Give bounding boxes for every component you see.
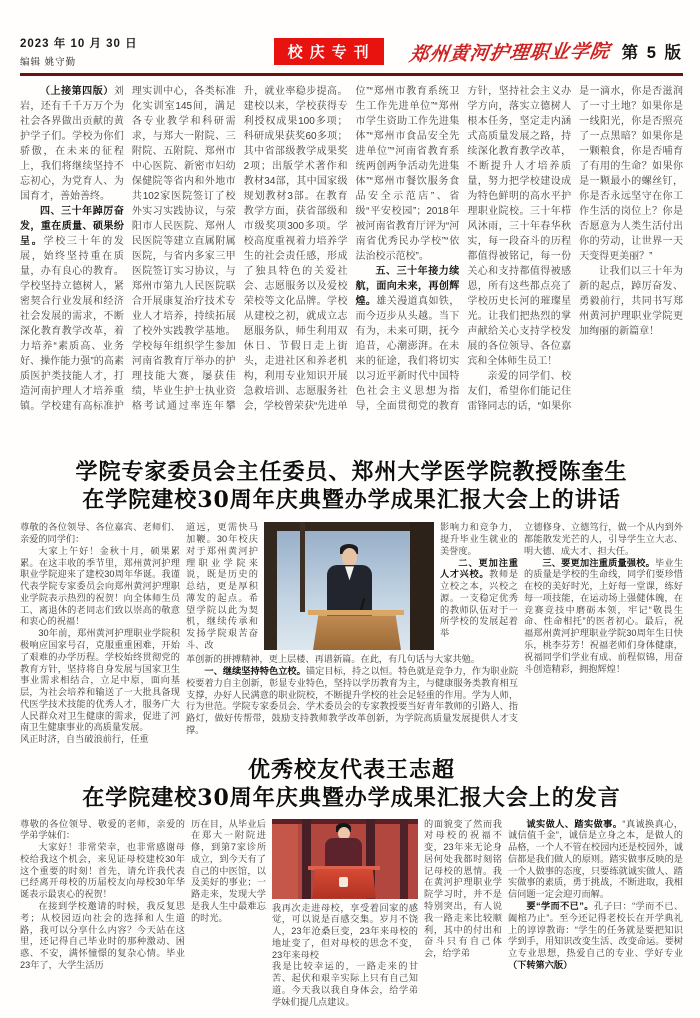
point-lead: 三、要更加注重质量强校。 xyxy=(542,557,656,568)
photo-pillar-right xyxy=(410,522,434,650)
paragraph-text: 大家上午好！金秋十月，硕果累累。在这丰收的季节里，郑州黄河护理职业学院迎来了建校30周年华诞。我谨代表学院专家委员会向郑州黄河护理职业学院表示热烈的祝贺！向全体师生员工、离退休的老同志们致以崇高的敬意和衷心的祝福！ xyxy=(20,545,180,627)
paragraph-text: 30年前，郑州黄河护理职业学院积极响应国家号召，克服重重困难，开始了艰难的办学历程。学校始终贯彻党的教育方针，坚持将自身发展与国家卫生事业需求相结合，立足中原，面向基层，为社会培养和输送了一大批具备现代医学技术技能的优秀人才，服务广大人民群众对卫生健康的需求，促进了河南卫生健康事业的高质量发展。 xyxy=(20,628,180,733)
point-lead: 要“学而不已”。 xyxy=(526,900,594,911)
paragraph-text: 我是比较幸运的，一路走来的甘苦、起伏和艰辛实际上只有自己知道。今天我以我自身体会，给学弟学妹们提几点建议。 xyxy=(272,961,418,1007)
paragraph-text: 历在目，从毕业后在郑大一附院进修，到第7家诊所成立，到今天有了自己的中医馆，以及美好的事业；一路走来，发现大学是我人生中最难忘的时光。 xyxy=(191,818,266,923)
paragraph-text: 的面貌变了然而我对母校的祝福不变，23年来无论身居何处我都时刻铭记母校的恩情。我在黄河护理职业学院学习时，并不是特别突出，有人说我一路走来比较顺利，其中的付出和奋斗只有自己体会，给学弟 xyxy=(424,818,502,959)
wooden-podium xyxy=(313,615,401,650)
paragraph-text: 学校三十年的发展，始终坚持重在质量，办有良心的教育。学校坚持立德树人，紧密契合行业发展和经济社会发展的需求，不断深化教育教学改革，着力培养“素质高、业务好、操作能力强”的高素质医护类技能人才，打造河南护理人才培养重镇。学校建有高标准护理实训中心，各类标准化实训室145间，满足各专业教学和科研需求，与郑大一附院、三附院、五附院、郑州市中心医院、新密市妇幼保健院等省内和外地市共102家医院签订了校外实习实践协议，与荥阳市人民医院、郑州人民医院等建立直属附属医院，与省内多家三甲医院签订实习协议，与郑州市第九人民医院联合开展康复治疗技术专业人才培养，持续拓展了校外实践教学基地。学校每年组织学生参加河南省教育厅举办的护理技能大赛，屡获佳绩，毕业生护士执业资格考试通过率连年攀升，就业率稳步提高。建校以来，学校获得专利授权成果100多项；科研成果获奖60多项；其中省部级教学成果奖2项；出版学术著作和教材34部，其中国家级规划教材3部。在教育教学方面，获省部级和市级奖项300多项。学校高度重视着力培养学生的社会责任感，形成了独具特色的关爱社会、志愿服务以及爱校荣校等文化品牌。学校从建校之初，就成立志愿服务队，师生利用双休日、节假日走上街头，走进社区和养老机构，利用专业知识开展急救培训、志愿服务社会，学校曾荣获“先进单位”“郑州市教育系统卫生工作先进单位”“郑州市学生资助工作先进集体”“郑州市食品安全先进单位”“河南省教育系统两创两争活动先进集体”“郑州市餐饮服务食品安全示范店”、省级“平安校园”；2018年被河南省教育厅评为“河南省优秀民办学校”“依法治校示范校”。 xyxy=(20,86,460,412)
speech-photo-1 xyxy=(264,522,434,650)
paragraph-text: 锚定目标，持之以恒。特色就是竞争力，作为职业院校要着力自主创新，彰显专业特色，坚持以学历教育为主，与健康服务类教育相互支撑，办好人民满意的职业院校，不断提升学校的社会 xyxy=(186,666,518,700)
paragraph-text xyxy=(524,558,683,676)
header-bar xyxy=(20,34,683,68)
article1-headline-line1: 学院专家委员会主任委员、郑州大学医学院教授陈奎生 xyxy=(75,459,628,485)
article-column-below-photo xyxy=(186,654,518,748)
photo-pillar-left xyxy=(264,522,277,650)
photo-window-mullion xyxy=(300,522,305,612)
paragraph-text: 立德修身、立德笃行，做一个从内到外都能散发光芒的人，引导学生立大志、明大德、成大才、担大任。 xyxy=(524,522,683,556)
article1-body xyxy=(20,522,683,748)
point-lead: 一、继续坚持特色立校。 xyxy=(204,666,306,677)
section-lead: 四、三十年踔厉奋发，重在质量、硕果纷呈。 xyxy=(20,206,124,247)
special-issue-banner: 校庆专刊 xyxy=(274,38,384,65)
paragraph-text: 大家好！非常荣幸，也非常感谢母校给我这个机会，来见证母校建校30年这个重要的时刻！首先，请允许我代表已经离开母校的历届校友向母校30年华诞表示最衷心的祝贺！ xyxy=(20,842,185,900)
section-lead: 五、三十年接力续航，面向未来，再创辉煌。 xyxy=(355,266,460,307)
photo-window-frame xyxy=(400,819,408,899)
continuation-paragraph xyxy=(579,264,683,339)
paragraph-text: 在接到学校邀请的时候，我反复思考；从校园迈向社会的选择和人生道路，我可以分享什么内容？今天站在这里，还记得自己毕业时的那种激动、困惑、不安，满怀憧憬的复杂心情。毕业23年了，大学生活历 xyxy=(20,900,185,970)
paragraph-text xyxy=(508,901,683,972)
point-lead: 二、更加注重人才兴校。 xyxy=(440,557,518,580)
salutation: 尊敬的各位领导、各位嘉宾、老师们、亲爱的同学们： xyxy=(20,522,180,545)
header-divider-rule xyxy=(20,73,683,76)
article-column xyxy=(186,522,258,650)
paragraph-text: 影响力和竞争力，提升毕业生就业的美誉度。 xyxy=(440,522,518,556)
continued-to-note: （下转第六版） xyxy=(508,959,573,970)
article2-headline xyxy=(20,756,683,812)
paragraph-text: 革创新的拼搏精神，更上层楼、再谱新篇。在此，有几句话与大家共勉。 xyxy=(186,654,480,665)
paragraph-text xyxy=(440,558,518,640)
paragraph-text: 足轻重的作用。学为人师，行为世范。学院专家委员会、学术委员会的专家教授要当好青年教师的引路人、指路灯，做好传帮带，鼓励支持教师教学改革创新，为学院高质量发展提供人才支撑。 xyxy=(186,689,518,735)
paragraph-text: 道远，更需快马加鞭。30年校庆对于郑州黄河护理职业学院来说，既是历史的总结，更是厚积薄发的起点。希望学院以此为契机，继续传承和发扬学院艰苦奋斗、改 xyxy=(186,522,258,650)
paragraph-text: 孔子曰：“学而不已、阖棺乃止”。至今还记得老校长在开学典礼上的谆谆教诲：“学生的任务就是要把知识学到手，用知识改变生活、改变命运。要树立专业思想，热爱自己的专业、学好专业 xyxy=(508,900,683,959)
article1-headline-line2: 在学院建校30周年庆典暨办学成果汇报大会上的讲话 xyxy=(82,487,621,514)
photo-window-frame xyxy=(302,819,311,899)
article-column xyxy=(20,522,180,748)
podium-top-edge xyxy=(308,610,404,615)
article-column xyxy=(440,522,518,650)
point-lead: 诚实做人、踏实做事。 xyxy=(526,818,623,829)
paragraph-text: 我再次走进母校，享受着回家的感觉，可以说是百感交集。岁月不饶人，23年沧桑巨变，23年来母校的地址变了，但对母校的思念不变，23年来母校 xyxy=(272,902,418,960)
article2-body xyxy=(20,819,683,1013)
speaker-face xyxy=(342,548,357,566)
article2-headline-line1: 优秀校友代表王志超 xyxy=(247,757,455,784)
article-column xyxy=(524,522,683,748)
article-column xyxy=(20,819,185,1013)
paragraph-text: 毕业生的质量是学校的生命线，同学们要珍惜在校的美好时光，上好每一堂课，练好每一项技能，在运动场上强健体魄，在竞赛竞技中磨砺本领，牢记“敬畏生命、性命相托”的医者初心。最后，祝福郑州黄河护理职业学院30周年生日快乐，桃李芬芳！祝福老师们身体健康，祝福同学们学业有成、前程似锦，用奋斗创造精彩，拥抱辉煌！ xyxy=(524,557,683,674)
editor-credit: 编辑 姚守勤 xyxy=(20,56,77,68)
continued-from-note: （上接第四版） xyxy=(40,86,114,97)
continuation-paragraph xyxy=(20,84,124,204)
paragraph-text xyxy=(186,666,518,737)
podium-emblem xyxy=(339,877,348,887)
masthead-calligraphy: 郑州黄河护理职业学院 xyxy=(407,39,612,66)
paragraph-text xyxy=(508,819,683,901)
article-column xyxy=(508,819,683,1013)
photo-window-beam xyxy=(264,522,434,531)
header-left xyxy=(20,35,176,68)
page-number: 第 5 版 xyxy=(621,44,683,62)
paragraph-text: 雄关漫道真如铁，而今迈步从头越。当下有为，未来可期，抚今追昔，心潮澎湃。在未来的征途，我们将切实以习近平新时代中国特色社会主义思想为指导，全面贯彻党的教育方针，坚持社会主义办学方向，落实立德树人根本任务，坚定走内涵式高质量发展之路，持续深化教育教学改革，不断提升人才培养质量，努力把学校建设成为特色鲜明的高水平护理职业院校。三十年栉风沐雨，三十年春华秋实，每一段奋斗的历程都值得被铭记，每一份关心和支持都值得被感恩，所有这些都点亮了学校历史长河的璀璨星光。让我们把热烈的掌声献给关心支持学校发展的各位领导、各位嘉宾和全体师生员工！ xyxy=(355,86,572,412)
photo-red-wall xyxy=(272,819,298,899)
paragraph-text: 让我们以三十年为新的起点，踔厉奋发、勇毅前行，共同书写郑州黄河护理职业学院更加绚丽的新篇章！ xyxy=(579,266,683,337)
article1-headline xyxy=(20,458,683,514)
paragraph-text: 风正时济，自当破浪前行，任重 xyxy=(20,734,149,745)
continuation-article xyxy=(20,84,683,452)
paragraph-text: 教师是立校之本，兴校之源。一支稳定优秀的教师队伍对于一所学校的发展起着举 xyxy=(440,569,518,639)
paragraph-text: 亲爱的同学们、校友们，希望你们能记住雷锋同志的话，“如果你是一滴水，你是否滋润了一寸土地？如果你是一线阳光，你是否照亮了一点黑暗？如果你是一颗粮食，你是否哺育了有用的生命？如果你是一颗最小的螺丝钉，你是否永远坚守在你工作生活的岗位上？你是否愿意为人类生活付出你的劳动，让世界一天天变得更美丽？” xyxy=(467,86,683,412)
paragraph-text: 刘岩，还有千千万万个为社会各界做出贡献的黄护学子们。学校为你们骄傲，在未来的征程上，我们将继续坚持不忘初心，为党育人、为国育才，善始善终。 xyxy=(20,86,124,202)
article-column xyxy=(424,819,502,1013)
salutation: 尊敬的各位领导、敬爱的老师，亲爱的学弟学妹们： xyxy=(20,818,185,841)
article-column-below-photo xyxy=(272,903,418,1013)
paragraph-text: “真诚换真心，诚信值千金”，诚信是立身之本，是做人的品格，一个人不管在校园内还是校园外，诚信都是我们做人的原则。踏实做事反映的是一个人做事的态度，只要练就诚实做人、踏实做事的素质，勇于挑战，不断进取，我相信问题一定会迎刃而解。 xyxy=(508,818,683,900)
speech-photo-2 xyxy=(272,819,418,899)
publication-date: 2023 年 10 月 30 日 xyxy=(20,37,138,50)
article-column xyxy=(191,819,266,1013)
article2-headline-line2: 在学院建校30周年庆典暨办学成果汇报大会上的发言 xyxy=(82,785,621,812)
